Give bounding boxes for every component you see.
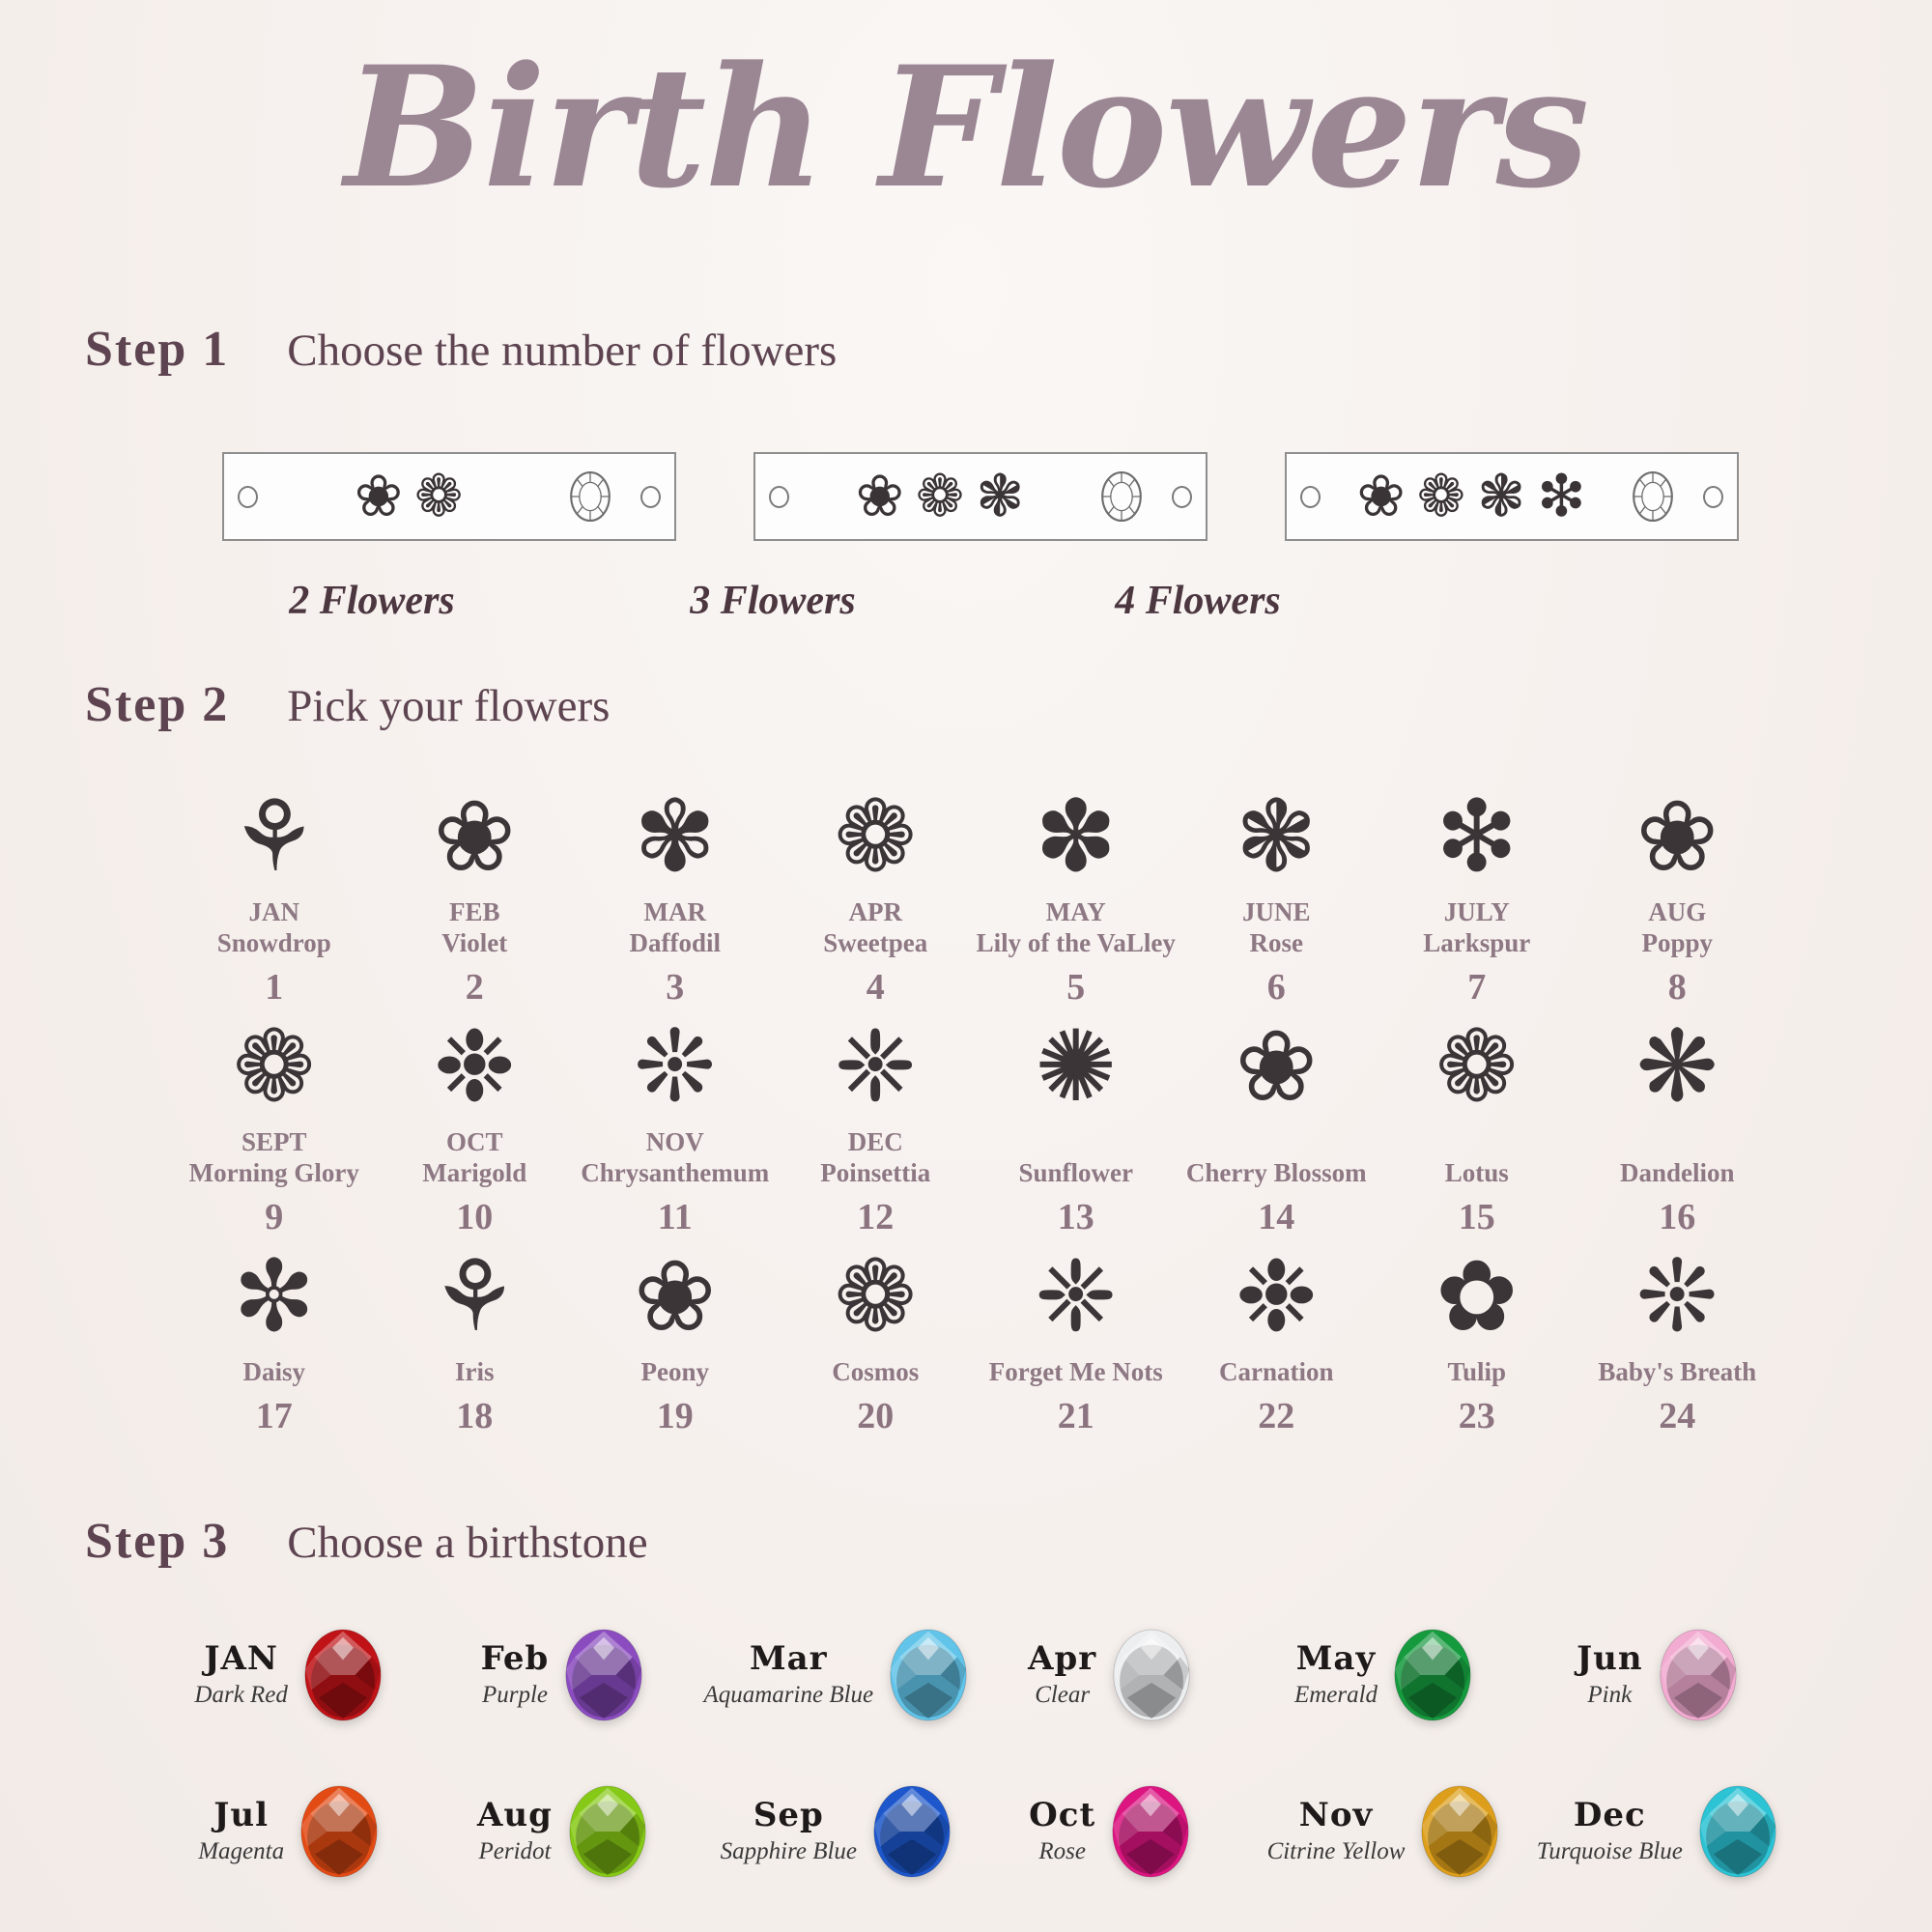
babys-breath-icon: ❊ [1635, 1239, 1719, 1354]
flower-name: Chrysanthemum [581, 1158, 770, 1187]
birthstone-label [1577, 1640, 1643, 1710]
flower-name: Marigold [422, 1158, 527, 1187]
flower-name: Violet [441, 928, 508, 957]
poppy-icon: ❀ [1635, 780, 1719, 895]
cosmos-icon: ❁ [834, 1239, 917, 1354]
flower-month: AUG [1648, 897, 1707, 926]
birthstone-label [1029, 1797, 1095, 1866]
flower-month: JUNE [1241, 897, 1311, 926]
sunflower-icon: ✺ [1035, 1009, 1118, 1124]
bracelet-bar [1285, 452, 1739, 541]
flower-number: 15 [1458, 1197, 1495, 1237]
bar-flowers [258, 463, 559, 530]
flower-number: 10 [456, 1197, 494, 1237]
birthstone-label [1267, 1797, 1406, 1866]
flower-icon: ❀ [1356, 463, 1406, 530]
daisy-icon: ✼ [233, 1239, 316, 1354]
page-title: Birth Flowers [344, 29, 1588, 225]
hole-icon [1172, 486, 1192, 508]
flower-name: Baby's Breath [1598, 1357, 1757, 1386]
violet-icon: ❀ [433, 780, 516, 895]
flower-number: 22 [1258, 1396, 1295, 1436]
larkspur-icon: ❇ [1435, 780, 1519, 895]
flower-icon: ❇ [1537, 463, 1586, 530]
flower-month: DEC [847, 1127, 903, 1156]
flower-number: 2 [465, 967, 484, 1008]
flower-number: 23 [1458, 1396, 1495, 1436]
flower-number: 17 [255, 1396, 293, 1436]
birthstone-color-name: Aquamarine Blue [703, 1682, 874, 1708]
flower-number: 3 [666, 967, 685, 1008]
flower-option-10[interactable] [375, 1009, 576, 1238]
birthstone-label [721, 1797, 857, 1866]
chrysanthemum-icon: ❊ [634, 1009, 717, 1124]
flower-number: 20 [857, 1396, 895, 1436]
birthstone-option-aug[interactable] [428, 1758, 701, 1905]
birthstone-option-jul[interactable] [155, 1758, 428, 1905]
flower-name: Poppy [1641, 928, 1714, 957]
flower-count-options [222, 452, 1739, 541]
birthstone-label [1294, 1640, 1378, 1710]
flower-option-1[interactable] [174, 779, 375, 1009]
gem-icon [1414, 1781, 1505, 1882]
step3-header [85, 1513, 648, 1570]
bar-flowers [789, 463, 1091, 530]
birthstone-option-dec[interactable] [1523, 1758, 1797, 1905]
gem-icon [867, 1781, 957, 1882]
gem-icon [883, 1625, 974, 1725]
flower-option-19[interactable] [575, 1238, 776, 1437]
flower-month: MAR [643, 897, 706, 926]
flower-icon: ❃ [1477, 463, 1526, 530]
marigold-icon: ❉ [433, 1009, 516, 1124]
flower-name: Sunflower [1018, 1158, 1133, 1187]
flower-name: Cherry Blossom [1185, 1158, 1367, 1187]
birthstone-option-jan[interactable] [155, 1602, 428, 1748]
flower-number: 21 [1057, 1396, 1094, 1436]
flower-month: JULY [1443, 897, 1510, 926]
flower-name: Poinsettia [820, 1158, 931, 1187]
flower-number: 11 [657, 1197, 693, 1237]
peony-icon: ❀ [634, 1239, 717, 1354]
birthstone-option-may[interactable] [1249, 1602, 1522, 1748]
flower-number: 1 [265, 967, 284, 1008]
birthstone-month: Feb [480, 1639, 550, 1678]
bracelet-bar [222, 452, 676, 541]
lily-of-the-valley-icon: ✽ [1035, 780, 1118, 895]
gem-icon [1106, 1625, 1197, 1725]
flower-number: 19 [656, 1396, 694, 1436]
birthstone-color-name: Emerald [1293, 1682, 1378, 1708]
gem-icon [1387, 1625, 1478, 1725]
flower-month: OCT [445, 1127, 503, 1156]
flower-option-5[interactable] [976, 779, 1177, 1009]
birthstone-label [703, 1640, 873, 1710]
flower-number: 8 [1667, 967, 1687, 1008]
flower-name: Lily of the VaLley [976, 928, 1176, 957]
birthstone-month: Dec [1573, 1796, 1646, 1834]
step2-description: Pick your flowers [287, 681, 611, 731]
flower-name: Carnation [1218, 1357, 1334, 1386]
birthstone-month: Jun [1577, 1639, 1643, 1678]
gem-icon [562, 1781, 653, 1882]
birthstone-month: Nov [1298, 1796, 1374, 1834]
snowdrop-icon: ⚘ [230, 780, 319, 895]
flower-name: Sweetpea [823, 928, 928, 957]
birthstone-label [194, 1640, 288, 1710]
flower-option-7[interactable] [1377, 779, 1577, 1009]
flower-name: Cosmos [832, 1357, 920, 1386]
flower-option-4[interactable] [776, 779, 977, 1009]
flower-number: 24 [1659, 1396, 1696, 1436]
tulip-icon: ✿ [1435, 1239, 1519, 1354]
flower-icon: ❁ [915, 463, 965, 530]
flower-number: 7 [1467, 967, 1487, 1008]
birthstone-color-name: Magenta [198, 1838, 285, 1864]
hole-icon [238, 486, 258, 508]
birthstone-color-name: Clear [1035, 1682, 1091, 1708]
gem-icon [1692, 1781, 1783, 1882]
birthstone-label [198, 1797, 284, 1866]
step1-header [85, 321, 837, 378]
birthstone-month: Apr [1028, 1639, 1097, 1678]
flower-option-12[interactable] [776, 1009, 977, 1238]
bar-captions [0, 578, 1932, 636]
birthstone-month: Jul [213, 1796, 270, 1834]
bar-option-2-flowers[interactable] [222, 452, 676, 541]
flower-name: Rose [1249, 928, 1303, 957]
birthstone-option-apr[interactable] [976, 1602, 1249, 1748]
iris-icon: ⚘ [430, 1239, 519, 1354]
hole-icon [769, 486, 789, 508]
flower-month: MAY [1045, 897, 1106, 926]
flower-number: 14 [1258, 1197, 1295, 1237]
birthstone-color-name: Turquoise Blue [1536, 1838, 1683, 1864]
flower-number: 12 [857, 1197, 895, 1237]
flower-option-16[interactable] [1577, 1009, 1778, 1238]
birthstone-option-mar[interactable] [702, 1602, 976, 1748]
flower-month: NOV [645, 1127, 704, 1156]
birthstone-label [477, 1797, 553, 1866]
birthstone-month: JAN [204, 1639, 278, 1678]
flower-option-23[interactable] [1377, 1238, 1577, 1437]
flower-icon: ❀ [855, 463, 904, 530]
birthstone-option-jun[interactable] [1523, 1602, 1797, 1748]
birthstone-month: Mar [750, 1639, 828, 1678]
birthstone-label [481, 1640, 550, 1710]
birthstone-color-name: Dark Red [194, 1682, 288, 1708]
bar-option-4-flowers[interactable] [1285, 452, 1739, 541]
flower-icon: ❁ [414, 463, 464, 530]
flower-option-21[interactable] [976, 1238, 1177, 1437]
flower-icon: ❀ [354, 463, 403, 530]
birthstone-option-oct[interactable] [976, 1758, 1249, 1905]
birthstone-color-name: Purple [481, 1682, 548, 1708]
flower-month: APR [848, 897, 902, 926]
gem-icon [294, 1781, 384, 1882]
flower-option-11[interactable] [575, 1009, 776, 1238]
birthstone-month: Oct [1029, 1796, 1096, 1834]
cherry-blossom-icon: ❀ [1235, 1009, 1318, 1124]
bracelet-bar [753, 452, 1208, 541]
flower-option-22[interactable] [1177, 1238, 1378, 1437]
flower-month: FEB [448, 897, 500, 926]
flower-option-18[interactable] [375, 1238, 576, 1437]
caption-2-flowers: 2 Flowers [289, 579, 455, 623]
gem-icon [558, 1625, 649, 1725]
flower-option-6[interactable] [1177, 779, 1378, 1009]
flower-name: Dandelion [1619, 1158, 1735, 1187]
flower-number: 13 [1057, 1197, 1094, 1237]
birthstone-option-sep[interactable] [702, 1758, 976, 1905]
flower-icon: ❁ [1416, 463, 1465, 530]
gem-outline-icon [565, 467, 615, 526]
step3-label: Step 3 [85, 1514, 230, 1569]
flower-name: Daffodil [629, 928, 721, 957]
flower-number: 6 [1266, 967, 1286, 1008]
birthstone-grid [155, 1602, 1797, 1905]
birthstone-label [1537, 1797, 1683, 1866]
flower-name: Larkspur [1423, 928, 1531, 957]
flower-number: 5 [1066, 967, 1086, 1008]
flower-grid [174, 779, 1777, 1437]
flower-name: Daisy [242, 1357, 305, 1386]
flower-option-13[interactable] [976, 1009, 1177, 1238]
gem-icon [1105, 1781, 1196, 1882]
flower-name: Snowdrop [216, 928, 331, 957]
flower-option-2[interactable] [375, 779, 576, 1009]
flower-option-17[interactable] [174, 1238, 375, 1437]
flower-icon: ❃ [976, 463, 1025, 530]
lotus-icon: ❁ [1435, 1009, 1519, 1124]
flower-option-3[interactable] [575, 779, 776, 1009]
gem-outline-icon [1628, 467, 1678, 526]
flower-option-9[interactable] [174, 1009, 375, 1238]
flower-option-15[interactable] [1377, 1009, 1577, 1238]
flower-number: 9 [265, 1197, 284, 1237]
hole-icon [640, 486, 661, 508]
flower-name: Iris [455, 1357, 495, 1386]
forget-me-nots-icon: ❈ [1035, 1239, 1118, 1354]
step1-description: Choose the number of flowers [287, 326, 838, 376]
flower-name: Tulip [1447, 1357, 1507, 1386]
poinsettia-icon: ❈ [834, 1009, 917, 1124]
birthstone-color-name: Rose [1038, 1838, 1086, 1864]
gem-icon [298, 1625, 388, 1725]
flower-name: Lotus [1444, 1158, 1509, 1187]
step2-label: Step 2 [85, 677, 230, 732]
birthstone-option-feb[interactable] [428, 1602, 701, 1748]
rose-icon: ❃ [1235, 780, 1318, 895]
dandelion-icon: ❋ [1635, 1009, 1719, 1124]
flower-name: Forget Me Nots [988, 1357, 1163, 1386]
flower-month: SEPT [241, 1127, 307, 1156]
flower-number: 18 [456, 1396, 494, 1436]
flower-option-24[interactable] [1577, 1238, 1778, 1437]
hole-icon [1703, 486, 1723, 508]
step2-header [85, 676, 610, 733]
daffodil-icon: ✾ [634, 780, 717, 895]
flower-name: Morning Glory [188, 1158, 359, 1187]
birthstone-label [1028, 1640, 1096, 1710]
caption-4-flowers: 4 Flowers [1115, 579, 1281, 623]
flower-option-20[interactable] [776, 1238, 977, 1437]
carnation-icon: ❉ [1235, 1239, 1318, 1354]
birthstone-month: Sep [753, 1796, 824, 1834]
birthstone-color-name: Sapphire Blue [720, 1838, 858, 1864]
step3-description: Choose a birthstone [287, 1518, 648, 1568]
birthstone-option-nov[interactable] [1249, 1758, 1522, 1905]
bar-flowers [1321, 463, 1622, 530]
flower-number: 4 [866, 967, 885, 1008]
flower-month: JAN [248, 897, 299, 926]
gem-outline-icon [1096, 467, 1147, 526]
flower-name: Peony [640, 1357, 709, 1386]
birthstone-month: May [1295, 1639, 1377, 1678]
birthstone-color-name: Pink [1587, 1682, 1633, 1708]
birthstone-color-name: Citrine Yellow [1266, 1838, 1406, 1864]
sweetpea-icon: ❁ [834, 780, 917, 895]
hole-icon [1300, 486, 1321, 508]
gem-icon [1653, 1625, 1744, 1725]
flower-option-8[interactable] [1577, 779, 1778, 1009]
flower-number: 16 [1659, 1197, 1696, 1237]
step1-label: Step 1 [85, 322, 230, 377]
morning-glory-icon: ❁ [233, 1009, 316, 1124]
bar-option-3-flowers[interactable] [753, 452, 1208, 541]
birthstone-month: Aug [477, 1796, 553, 1834]
birthstone-color-name: Peridot [478, 1838, 552, 1864]
caption-3-flowers: 3 Flowers [690, 579, 856, 623]
flower-option-14[interactable] [1177, 1009, 1378, 1238]
